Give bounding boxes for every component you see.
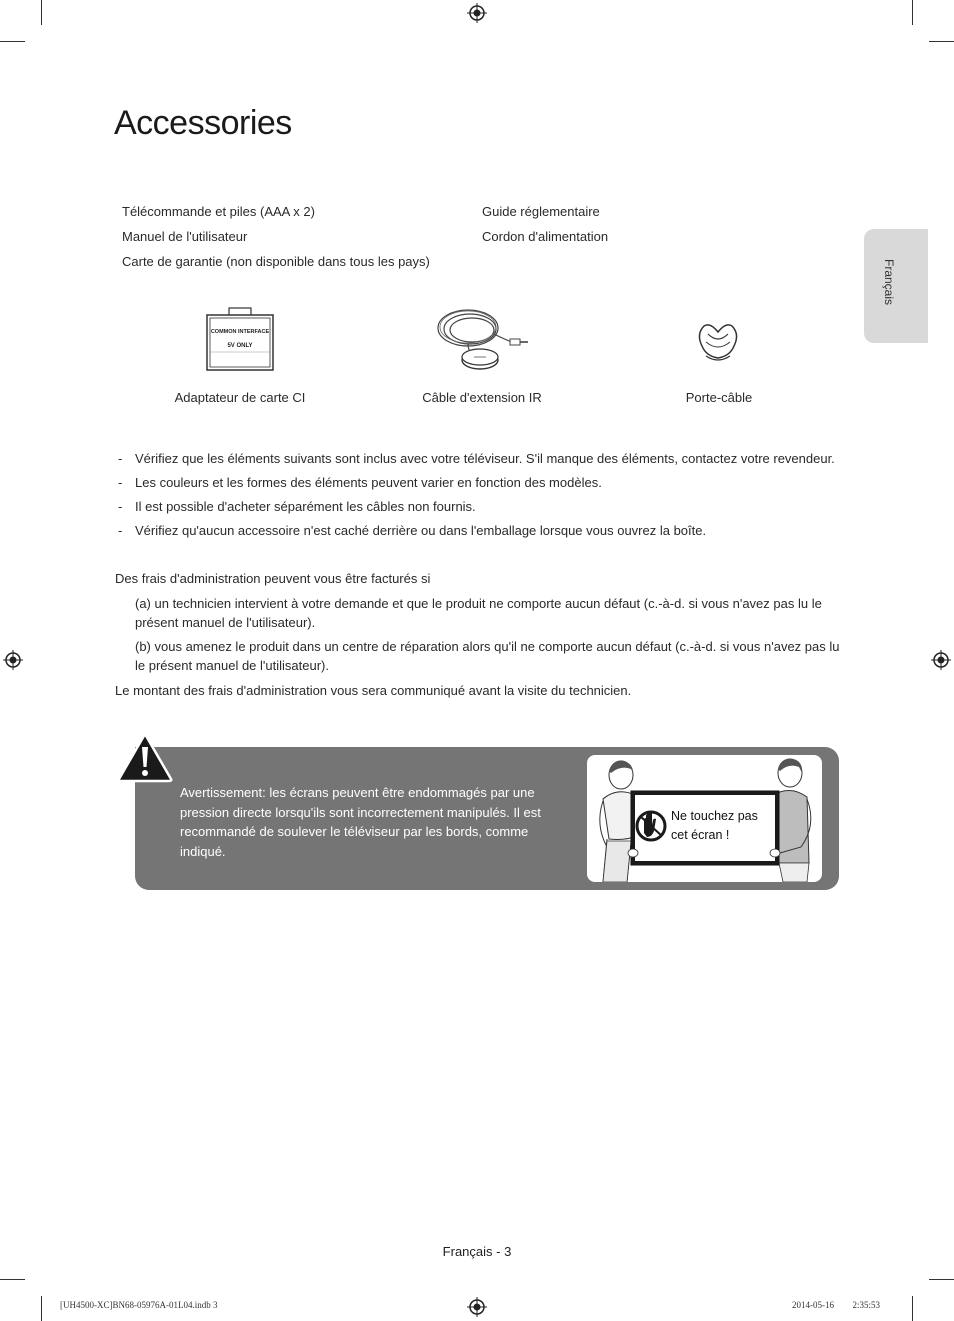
fees-intro: Des frais d'administration peuvent vous être facturés si [115,571,431,586]
list-item: Guide réglementaire [482,204,600,219]
note-dash: - [118,523,123,538]
warning-lead: Avertissement [180,785,263,800]
fees-case-b-line2: le présent manuel de l'utilisateur). [135,658,329,673]
fees-case-a-line1: (a) un technicien intervient à votre demande et que le produit ne comporte aucun défaut (c.-à-d. si vous n'avez pas lu le [135,596,822,611]
fees-case-a-line2: présent manuel de l'utilisateur). [135,615,316,630]
cable-holder-label: Porte-câble [685,390,753,405]
crop-mark [0,41,25,42]
print-slug-left: [UH4500-XC]BN68-05976A-01L04.indb 3 [60,1300,218,1310]
crop-mark [0,1279,25,1280]
warning-triangle-icon [116,731,174,783]
note-dash: - [118,475,123,490]
ci-card-text-1: COMMON INTERFACE [210,329,270,335]
list-item: Télécommande et piles (AAA x 2) [122,204,315,219]
page-title: Accessories [114,104,292,142]
page-number: Français - 3 [442,1244,512,1259]
language-tab [864,229,928,343]
warning-body: : les écrans peuvent être endommagés par une pression directe lorsqu'ils sont incorrectement manipulés. Il est recommandé de soulever le téléviseur par les bords, comme indiqué. [180,785,541,859]
note-text: Vérifiez que les éléments suivants sont inclus avec votre téléviseur. S'il manque des éléments, contactez votre revendeur. [135,451,835,466]
note-dash: - [118,499,123,514]
list-item: Cordon d'alimentation [482,229,609,244]
print-slug-right: 2014-05-16 ￿￿ 2:35:53 [792,1300,880,1310]
ir-cable-icon [434,304,530,376]
registration-mark-icon [931,650,951,670]
ci-card-label: Adaptateur de carte CI [174,390,306,405]
crop-mark [912,1296,913,1321]
ci-card-adapter-icon [204,306,276,374]
warning-text [180,783,560,861]
crop-mark [929,1279,954,1280]
ir-cable-label: Câble d'extension IR [422,390,542,405]
note-text: Il est possible d'acheter séparément les câbles non fournis. [135,499,476,514]
registration-mark-icon [467,1297,487,1317]
note-text: Vérifiez qu'aucun accessoire n'est caché derrière ou dans l'emballage lorsque vous ouvrez la boîte. [135,523,707,538]
cable-holder-icon [696,320,740,364]
ci-card-text-2: 5V ONLY [227,343,253,349]
crop-mark [41,1296,42,1321]
note-text: Les couleurs et les formes des éléments peuvent varier en fonction des modèles. [135,475,602,490]
tv-screen-text-1: Ne touchez pas [671,809,758,823]
crop-mark [929,41,954,42]
crop-mark [41,0,42,25]
handling-illustration [587,755,822,882]
tv-screen-text-2: cet écran ! [671,828,730,842]
registration-mark-icon [467,3,487,23]
registration-mark-icon [3,650,23,670]
crop-mark [912,0,913,25]
fees-case-b-line1: (b) vous amenez le produit dans un centre de réparation alors qu'il ne comporte aucun défaut (c.-à-d. si vous n'avez pas lu [135,639,840,654]
fees-outro: Le montant des frais d'administration vous sera communiqué avant la visite du technicien. [115,683,632,698]
list-item: Manuel de l'utilisateur [122,229,248,244]
language-tab-label: Français [882,259,896,306]
list-item: Carte de garantie (non disponible dans tous les pays) [122,254,430,269]
note-dash: - [118,451,123,466]
